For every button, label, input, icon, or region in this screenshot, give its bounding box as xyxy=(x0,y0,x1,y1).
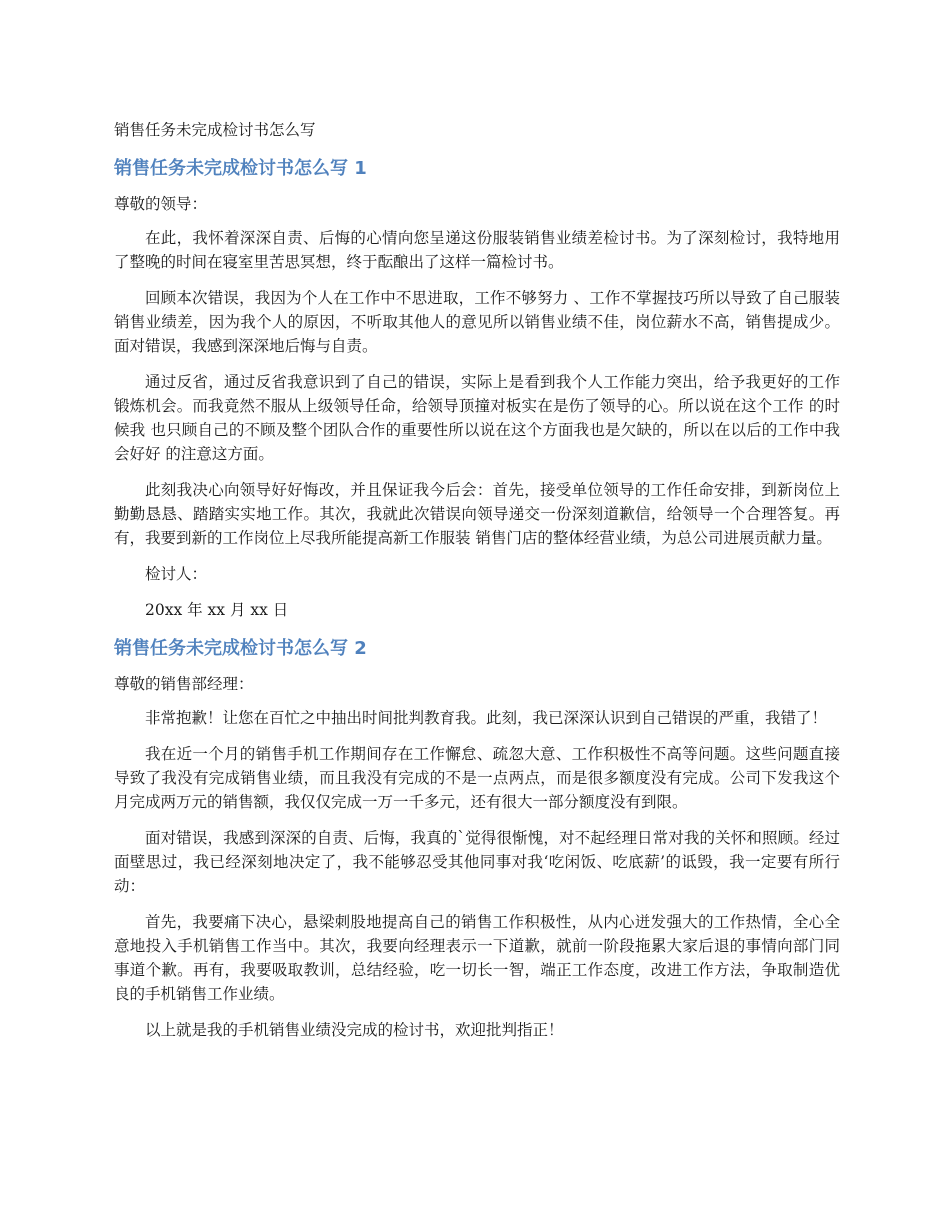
paragraph: 我在近一个月的销售手机工作期间存在工作懈怠、疏忽大意、工作积极性不高等问题。这些问题直接导致了我没有完成销售业绩，而且我没有完成的不是一点两点，而是很多额度没有完成。公司下发我这个月完成两万元的销售额，我仅仅完成一万一千多元，还有很大一部分额度没有到限。 xyxy=(114,745,840,811)
section-1 xyxy=(114,156,840,622)
section-heading: 销售任务未完成检讨书怎么写 1 xyxy=(114,158,367,179)
paragraph: 回顾本次错误，我因为个人在工作中不思进取，工作不够努力 、工作不掌握技巧所以导致了自己服装销售业绩差，因为我个人的原因，不听取其他人的意见所以销售业绩不佳，岗位薪水不高，销售提成少。面对错误，我感到深深地后悔与自责。 xyxy=(114,289,840,355)
section-heading: 销售任务未完成检讨书怎么写 2 xyxy=(114,638,367,659)
document-page xyxy=(114,118,840,1054)
paragraph: 以上就是我的手机销售业绩没完成的检讨书，欢迎批判指正！ xyxy=(145,1021,564,1039)
signer-label: 检讨人： xyxy=(145,565,208,583)
salutation: 尊敬的领导： xyxy=(114,195,208,213)
paragraph: 此刻我决心向领导好好悔改，并且保证我今后会：首先，接受单位领导的工作任命安排，到新岗位上勤勤恳恳、踏踏实实地工作。其次，我就此次错误向领导递交一份深刻道歉信，给领导一个合理答复。再有，我要到新的工作岗位上尽我所能提高新工作服装 销售门店的整体经营业绩，为总公司进展贡献力量。 xyxy=(114,481,840,547)
paragraph: 首先，我要痛下决心，悬梁刺股地提高自己的销售工作积极性，从内心迸发强大的工作热情，全心全意地投入手机销售工作当中。其次，我要向经理表示一下道歉，就前一阶段拖累大家后退的事情向部门同事道个歉。再有，我要吸取教训，总结经验，吃一切长一智，端正工作态度，改进工作方法，争取制造优良的手机销售工作业绩。 xyxy=(114,913,840,1003)
document-title: 销售任务未完成检讨书怎么写 xyxy=(114,121,316,139)
paragraph: 在此，我怀着深深自责、后悔的心情向您呈递这份服装销售业绩差检讨书。为了深刻检讨，我特地用了整晚的时间在寝室里苦思冥想，终于酝酿出了这样一篇检讨书。 xyxy=(114,229,840,271)
salutation: 尊敬的销售部经理： xyxy=(114,675,254,693)
section-2 xyxy=(114,636,840,1042)
date-line: 20xx 年 xx 月 xx 日 xyxy=(145,601,289,619)
paragraph: 非常抱歉！让您在百忙之中抽出时间批判教育我。此刻，我已深深认识到自己错误的严重，我错了！ xyxy=(145,709,828,727)
paragraph: 通过反省，通过反省我意识到了自己的错误，实际上是看到我个人工作能力突出，给予我更好的工作锻炼机会。而我竟然不服从上级领导任命，给领导顶撞对板实在是伤了领导的心。所以说在这个工作 的时候我 也只顾自己的不顾及整个团队合作的重要性所以说在这个方面我也是欠缺的，所以在以后的工作中我会好好 的注意这方面。 xyxy=(114,373,840,463)
paragraph: 面对错误，我感到深深的自责、后悔，我真的`觉得很惭愧，对不起经理日常对我的关怀和照顾。经过面壁思过，我已经深刻地决定了，我不能够忍受其他同事对我‘吃闲饭、吃底薪’的诋毁，我一定要有所行动： xyxy=(114,829,840,895)
